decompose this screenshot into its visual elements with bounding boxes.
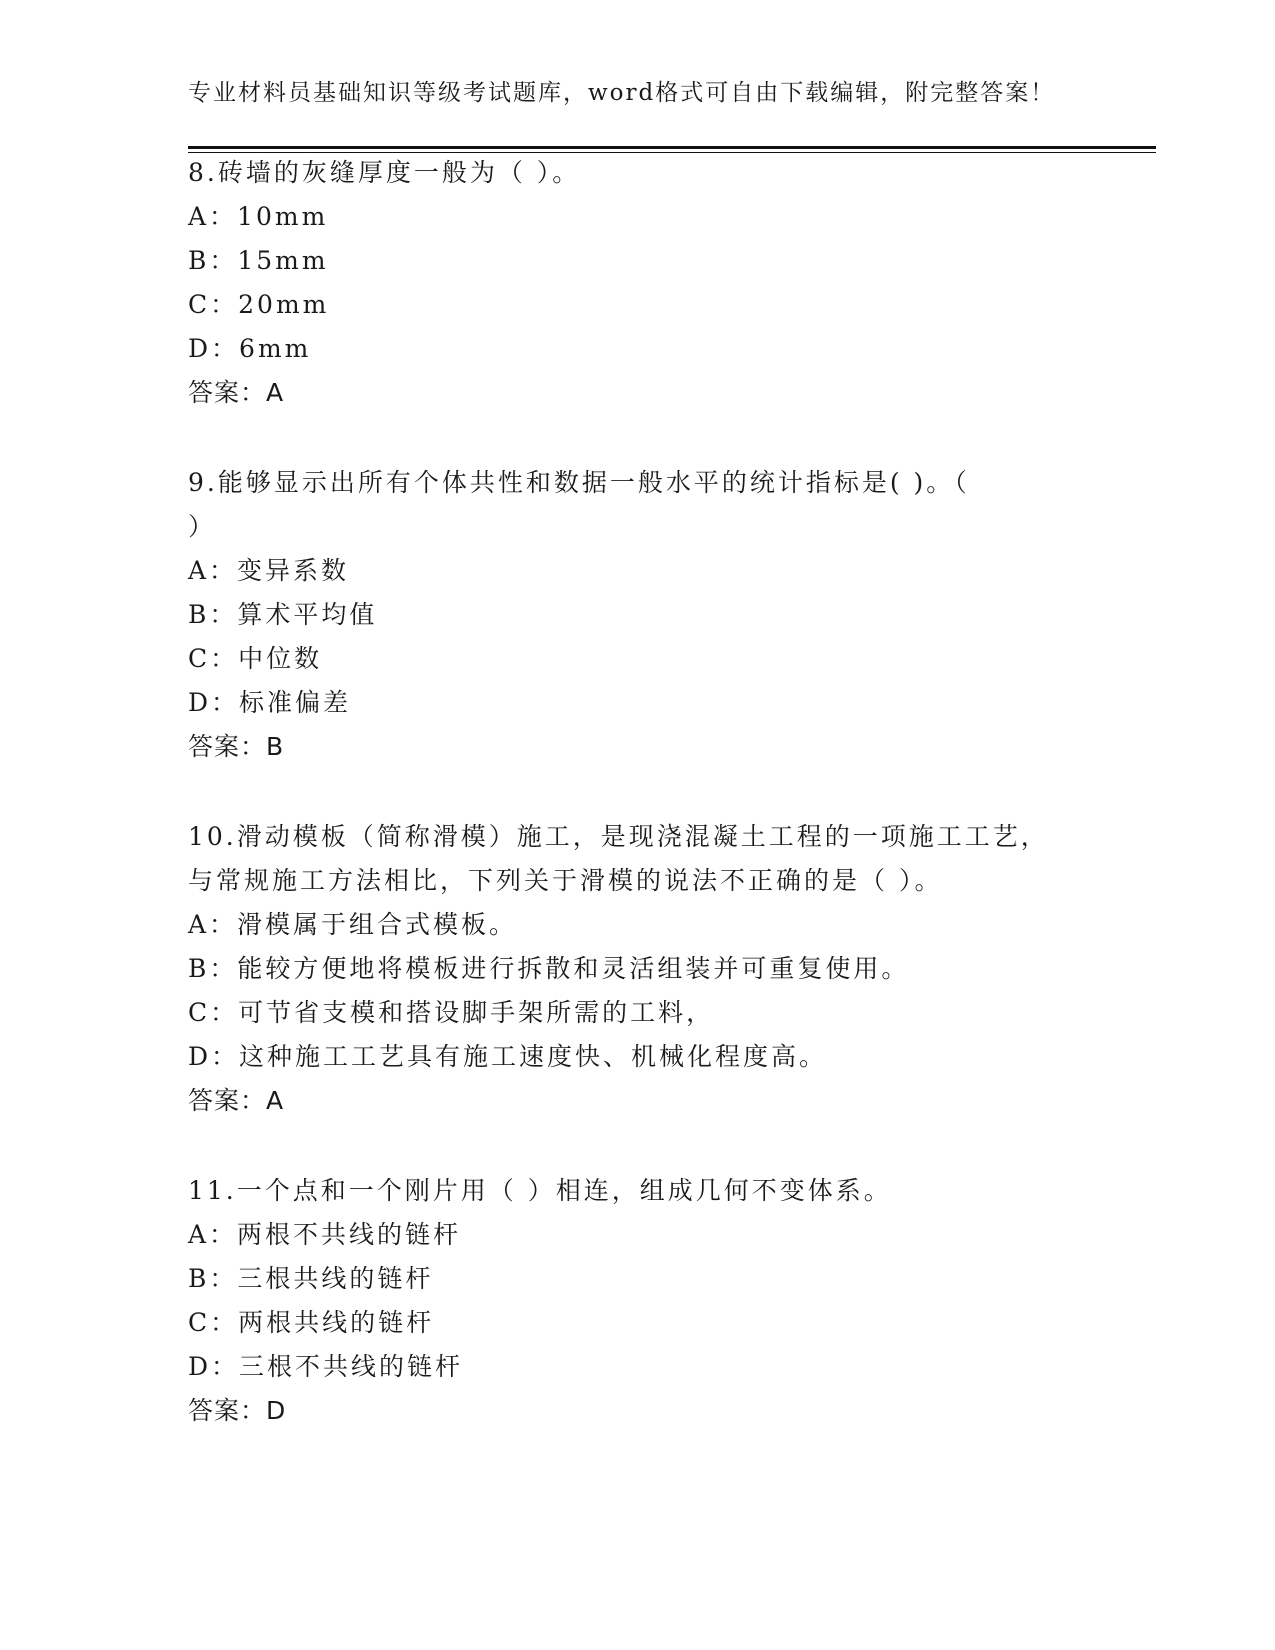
question-9-stem-line-1: 9.能够显示出所有个体共性和数据一般水平的统计指标是( )。（ xyxy=(188,468,970,497)
question-10-option-b: B：能较方便地将模板进行拆散和灵活组装并可重复使用。 xyxy=(188,954,910,983)
question-11-option-a: A：两根不共线的链杆 xyxy=(188,1220,462,1249)
question-10-option-d: D：这种施工工艺具有施工速度快、机械化程度高。 xyxy=(188,1042,828,1071)
question-9-option-a: A：变异系数 xyxy=(188,556,350,585)
header-rule-thick xyxy=(188,146,1156,149)
question-8-option-b: B：15mm xyxy=(188,246,329,275)
question-10-option-a: A：滑模属于组合式模板。 xyxy=(188,910,518,939)
question-9-option-c: C：中位数 xyxy=(188,644,323,673)
question-8-stem: 8.砖墙的灰缝厚度一般为（ ）。 xyxy=(188,158,581,187)
question-9-option-d: D：标准偏差 xyxy=(188,688,352,717)
question-10-stem-line-1: 10.滑动模板（简称滑模）施工，是现浇混凝土工程的一项施工工艺， xyxy=(188,822,1049,851)
question-8-option-a: A：10mm xyxy=(188,202,329,231)
question-8-answer: 答案：A xyxy=(188,378,285,407)
question-11-answer: 答案：D xyxy=(188,1396,287,1425)
question-10-stem-line-2: 与常规施工方法相比，下列关于滑模的说法不正确的是（ ）。 xyxy=(188,866,943,895)
document-header: 专业材料员基础知识等级考试题库，word格式可自由下载编辑，附完整答案！ xyxy=(188,80,1056,106)
question-10-answer: 答案：A xyxy=(188,1086,285,1115)
question-10-option-c: C：可节省支模和搭设脚手架所需的工料， xyxy=(188,998,715,1027)
question-11-option-d: D：三根不共线的链杆 xyxy=(188,1352,464,1381)
question-9-answer: 答案：B xyxy=(188,732,285,761)
question-11-option-c: C：两根共线的链杆 xyxy=(188,1308,435,1337)
question-9-stem-line-2: ） xyxy=(188,512,217,541)
question-11-stem: 11.一个点和一个刚片用（ ）相连，组成几何不变体系。 xyxy=(188,1176,892,1205)
question-11-option-b: B：三根共线的链杆 xyxy=(188,1264,434,1293)
question-8-option-d: D：6mm xyxy=(188,334,312,363)
question-9-option-b: B：算术平均值 xyxy=(188,600,378,629)
header-rule-thin xyxy=(188,152,1156,153)
question-8-option-c: C：20mm xyxy=(188,290,330,319)
